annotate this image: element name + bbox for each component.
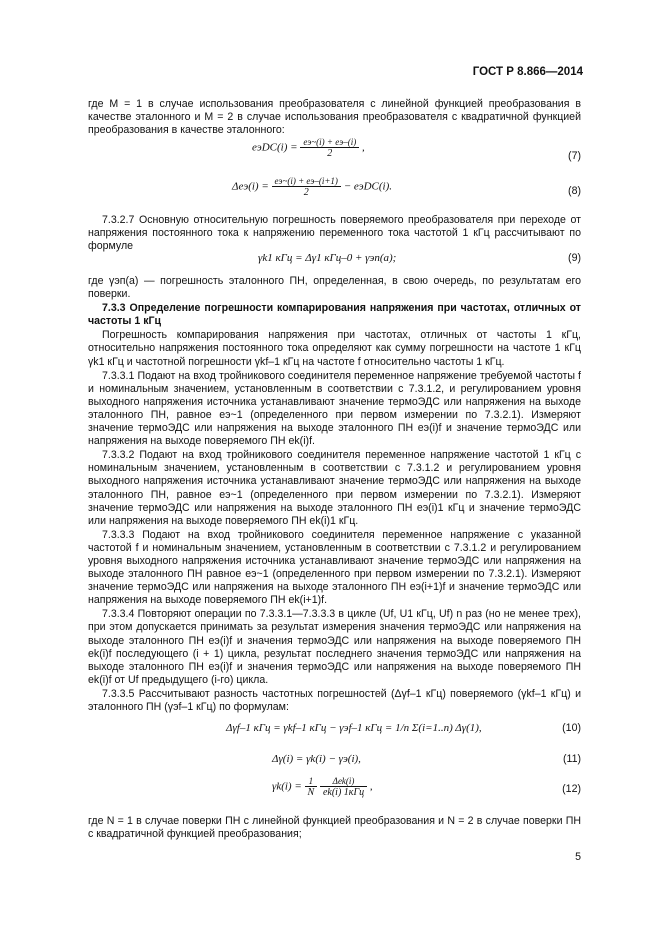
block-intro: [88, 98, 581, 138]
paragraph-gamma-ep: где γэп(а) — погрешность эталонного ПН, определенная, в свою очередь, по результатам его поверки.: [88, 275, 581, 301]
formula-8-number: (8): [568, 185, 581, 197]
page-number: 5: [575, 851, 581, 863]
paragraph-7-3-3-4: 7.3.3.4 Повторяют операции по 7.3.3.1—7.3.3.3 в цикле (Uf, U1 кГц, Uf) n раз (но не менее трех), при этом допускается принимать за результат измерения значения термоЭДС или напряжения на выходе эталонного ПН eэ(i)f и значения термоЭДС или напряжения на выходе поверяемого ПН ek(i)f последующего (i + 1) цикла, результат последнего значения термоЭДС или напряжения на выходе эталонного ПН eэ(i)f и значения термоЭДС или напряжения на выходе поверяемого ПН ek(i)f от Uf предыдущего (i-го) цикла.: [88, 608, 581, 686]
formula-7-tail: ,: [361, 141, 365, 154]
paragraph-7-3-3-3: 7.3.3.3 Подают на вход тройникового соединителя переменное напряжение с указанной частотой f и номинальным значением, установленным в соответствии с 7.3.1.2 и регулированием уровня выходного напряжения источника устанавливают значение термоЭДС или напряжения на выходе эталонного ПН равное eэ~1 (определенного при первом измерении по 7.3.2.1). Измеряют значение термоЭДС или напряжения на выходе эталонного ПН eэ(i+1)f и значение термоЭДС или напряжения на выходе поверяемого ПН ek(i+1)f.: [88, 528, 581, 607]
formula-7-numerator: eэ~(i) + eэ–(i): [300, 137, 359, 148]
formula-12-tail: ,: [369, 780, 373, 793]
block-733: [88, 275, 581, 715]
formula-12-number: (12): [562, 783, 581, 795]
paragraph-n-definition: где N = 1 в случае поверки ПН с линейной функцией преобразования и N = 2 в случае поверки ПН с квадратичной функцией преобразования;: [88, 815, 581, 841]
formula-12-coef: [305, 776, 318, 798]
paragraph-compare-error: Погрешность компарирования напряжения при частотах, отличных от частоты 1 кГц, относительно напряжения постоянного тока определяют как сумму погрешности на частоте 1 кГц γk1 кГц и частотной погрешности γkf–1 кГц на частоте f относительно частоты 1 кГц.: [88, 329, 581, 368]
formula-12-denominator: ek(i) 1кГц: [322, 787, 365, 798]
paragraph-m-definition: где M = 1 в случае использования преобразователя с линейной функцией преобразования в качестве эталонного и M = 2 в случае использования преобразователя с квадратичной функцией преобразования в качестве эталонного:: [88, 98, 581, 137]
formula-8-lhs: Δeэ(i) =: [232, 180, 269, 193]
block-7327: [88, 214, 581, 254]
formula-7: [252, 137, 365, 159]
formula-8-denominator: 2: [303, 187, 309, 198]
formula-8-numerator: eэ~(i) + eэ–(i+1): [272, 176, 341, 187]
formula-12-coef-den: N: [307, 787, 315, 798]
formula-11: Δγ(i) = γk(i) − γэ(i),: [272, 753, 361, 765]
formula-12-fraction: [320, 776, 367, 798]
formula-10: Δγf–1 кГц = γkf–1 кГц − γэf–1 кГц = 1/n Σ(i=1..n) Δγ(1),: [226, 722, 482, 734]
paragraph-7-3-3-1: 7.3.3.1 Подают на вход тройникового соединителя переменное напряжение требуемой частоты f и номинальным значением, установленным в соответствии с 7.3.1.2, и регулированием уровня выходного напряжения источника устанавливают значение термоЭДС или напряжения на выходе эталонного ПН, равное eэ~1 (определенного при первом измерении по 7.3.2.1). Измеряют значение термоЭДС или напряжения на выходе эталонного ПН eэ(i)f и значение термоЭДС или напряжения на выходе поверяемого ПН ek(i)f.: [88, 369, 581, 448]
section-heading-7-3-3: 7.3.3 Определение погрешности компарирования напряжения при частотах, отличных от частоты 1 кГц: [88, 302, 581, 328]
paragraph-7-3-2-7: 7.3.2.7 Основную относительную погрешность поверяемого преобразователя при переходе от напряжения постоянного тока к напряжению переменного тока частотой 1 кГц рассчитывают по формуле: [88, 214, 581, 253]
formula-7-number: (7): [568, 150, 581, 162]
formula-11-number: (11): [562, 753, 581, 765]
formula-9: γk1 кГц = Δγ1 кГц–0 + γэп(а);: [258, 252, 397, 264]
formula-10-number: (10): [562, 722, 581, 734]
block-n-definition: [88, 815, 581, 842]
formula-8-tail: − eэDC(i).: [343, 180, 393, 193]
formula-8-fraction: [272, 176, 341, 198]
document-header: ГОСТ Р 8.866—2014: [472, 66, 583, 78]
formula-12-lhs: γk(i) =: [272, 780, 302, 793]
formula-12-numerator: Δek(i): [320, 776, 367, 787]
paragraph-7-3-3-5: 7.3.3.5 Рассчитывают разность частотных погрешностей (Δγf–1 кГц) поверяемого (γkf–1 кГц) и эталонного ПН (γэf–1 кГц) по формулам:: [88, 687, 581, 713]
formula-7-denominator: 2: [327, 148, 333, 159]
formula-8: [232, 176, 392, 198]
formula-7-lhs: eэDC(i) =: [252, 141, 298, 154]
formula-9-number: (9): [568, 252, 581, 264]
formula-12: [272, 776, 373, 798]
formula-7-fraction: [300, 137, 359, 159]
formula-12-coef-num: 1: [305, 776, 318, 787]
paragraph-7-3-3-2: 7.3.3.2 Подают на вход тройникового соединителя переменное напряжение частотой 1 кГц с номинальным значением, установленным в соответствии с 7.3.1.2 и регулированием уровня выходного напряжения источника устанавливают значение термоЭДС или напряжения на выходе эталонного ПН, равное eэ~1 (определенного при первом измерении по 7.3.2.1). Измеряют значение термоЭДС или напряжения на выходе эталонного ПН eэ(i)1 кГц и значение термоЭДС или напряжения на выходе поверяемого ПН ek(i)1 кГц.: [88, 449, 581, 527]
